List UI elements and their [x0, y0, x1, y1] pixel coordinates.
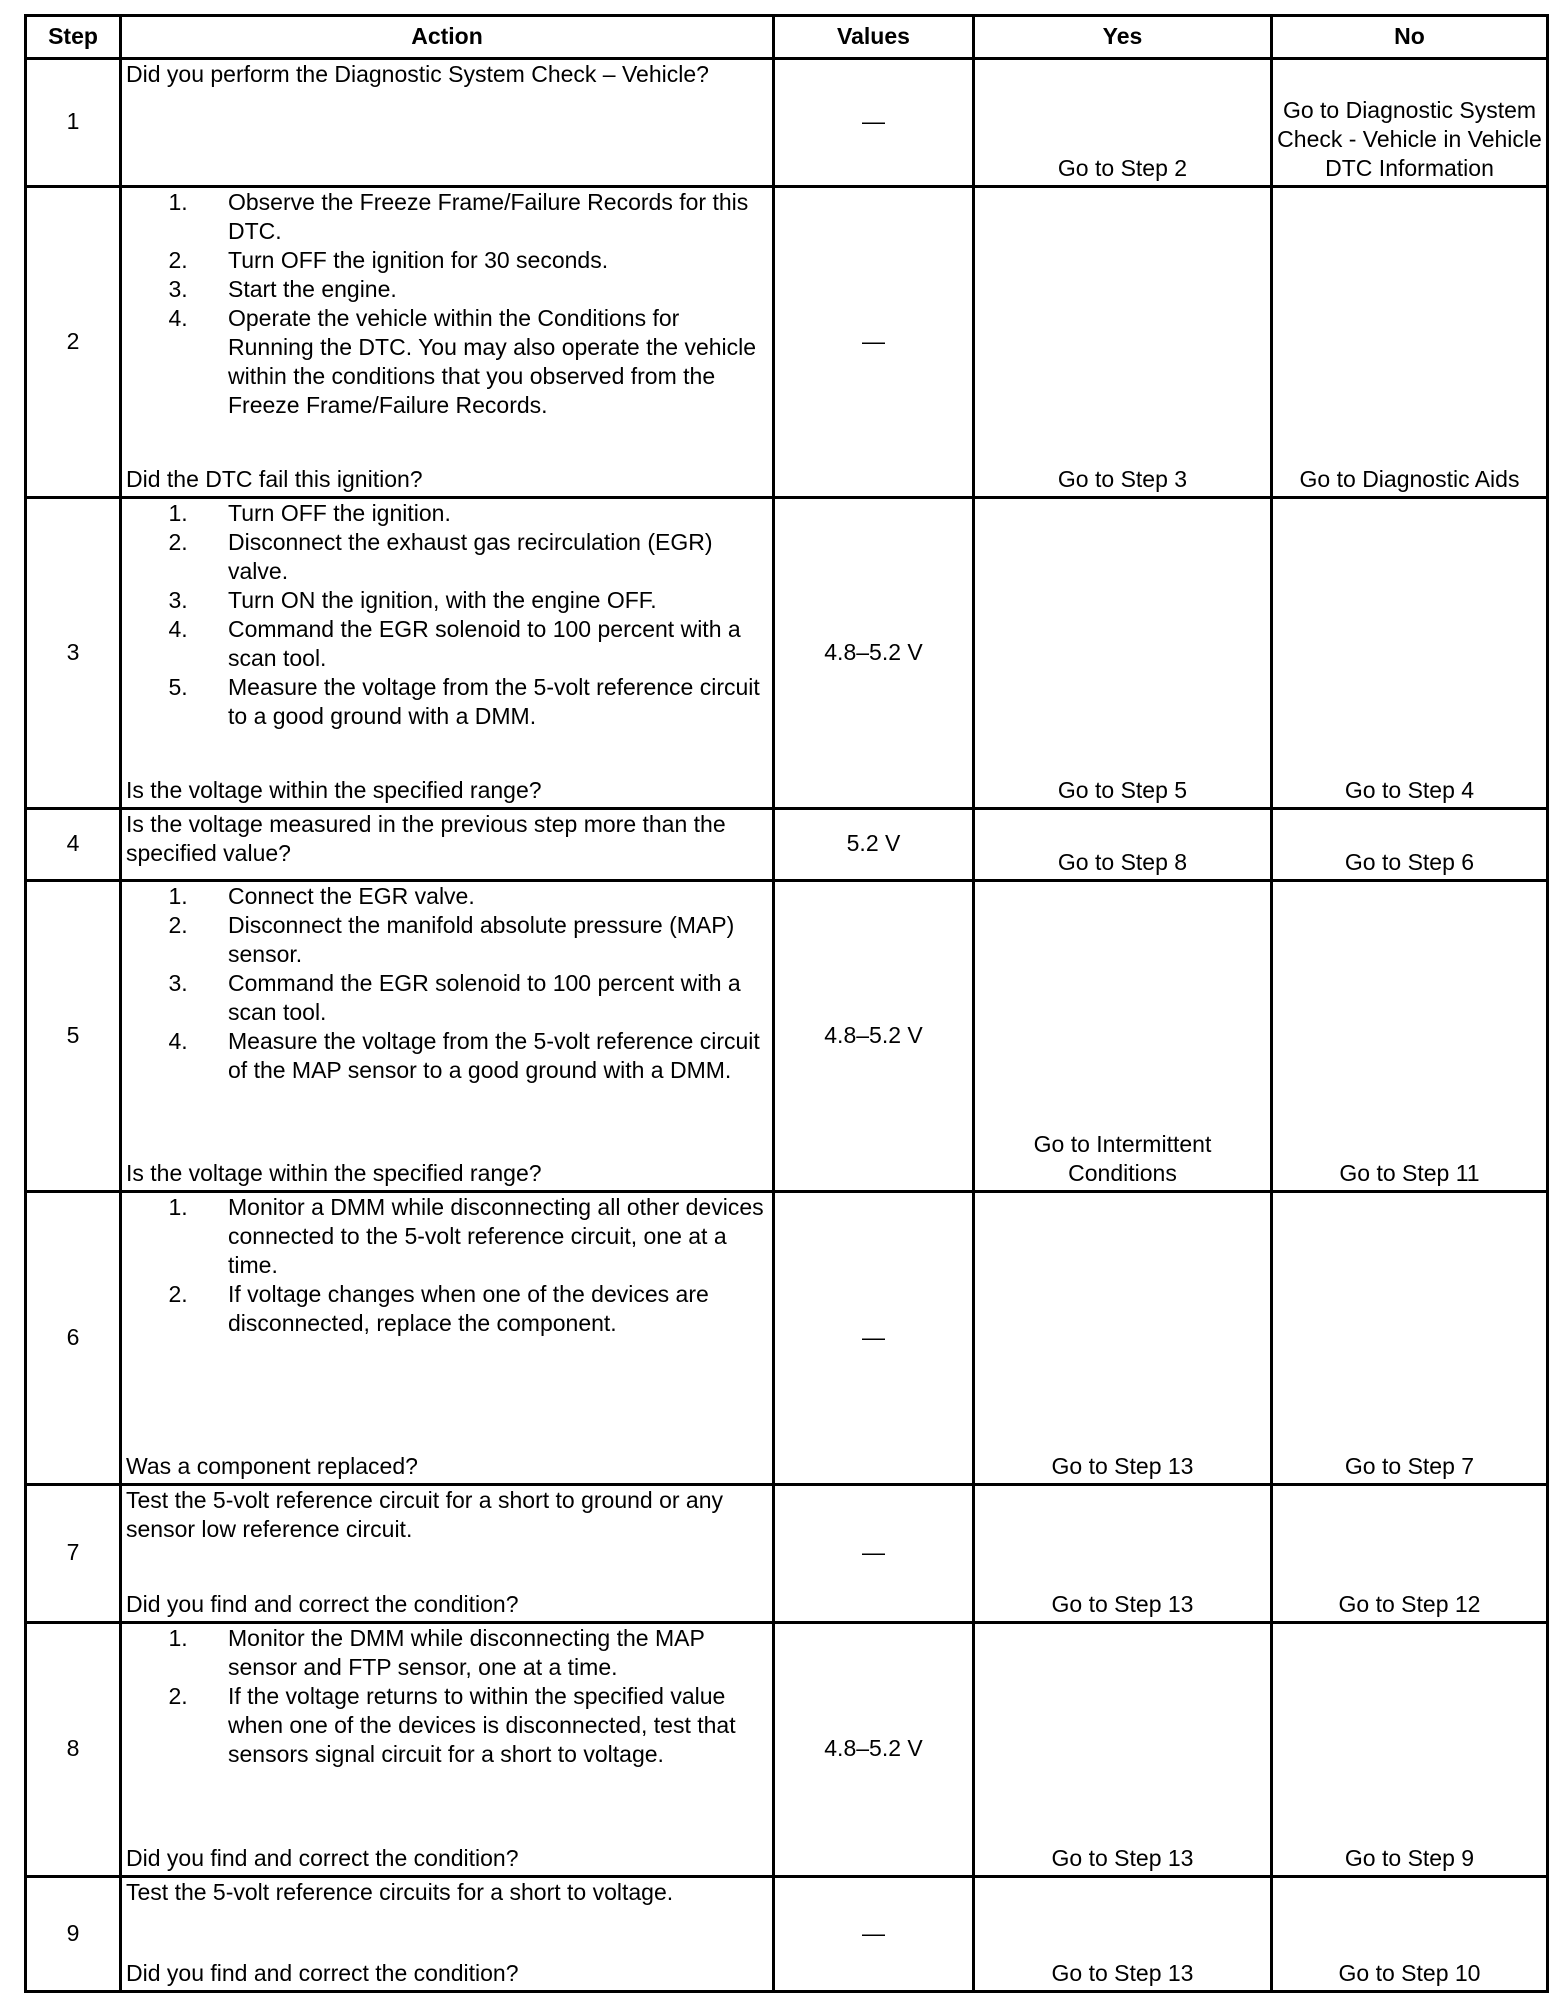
value-cell: 4.8–5.2 V: [774, 498, 974, 809]
value-cell: —: [774, 187, 974, 498]
action-steps: [126, 1193, 768, 1338]
action-question: Did you find and correct the condition?: [126, 1591, 519, 1617]
action-step: 4. Operate the vehicle within the Conditions for Running the DTC. You may also operate the vehicle within the conditions that you observed from the Freeze Frame/Failure Records.: [226, 304, 768, 420]
table-row: [26, 1485, 1548, 1623]
step-number: 3: [26, 498, 121, 809]
action-step: 4. Measure the voltage from the 5-volt reference circuit of the MAP sensor to a good ground with a DMM.: [226, 1027, 768, 1085]
action-question: Was a component replaced?: [126, 1453, 418, 1479]
header-no: No: [1272, 16, 1548, 59]
value-cell: —: [774, 1192, 974, 1485]
step-number: 9: [26, 1877, 121, 1992]
header-yes: Yes: [974, 16, 1272, 59]
step-number: 4: [26, 809, 121, 881]
action-step: 2. Disconnect the exhaust gas recirculation (EGR) valve.: [226, 528, 768, 586]
action-cell: [121, 1623, 774, 1877]
header-action: Action: [121, 16, 774, 59]
action-step: 1. Monitor the DMM while disconnecting the MAP sensor and FTP sensor, one at a time.: [226, 1624, 768, 1682]
yes-link[interactable]: Go to Step 5: [974, 498, 1272, 809]
yes-link[interactable]: Go to Step 8: [974, 809, 1272, 881]
action-cell: [121, 881, 774, 1192]
action-steps: [126, 499, 768, 731]
action-question: Is the voltage within the specified range?: [126, 1160, 542, 1186]
table-row: [26, 1877, 1548, 1992]
no-link[interactable]: Go to Step 9: [1272, 1623, 1548, 1877]
action-question: Is the voltage measured in the previous step more than the specified value?: [126, 811, 726, 866]
action-cell: [121, 1485, 774, 1623]
action-question: Did the DTC fail this ignition?: [126, 466, 423, 492]
action-question: Did you find and correct the condition?: [126, 1960, 519, 1986]
step-number: 8: [26, 1623, 121, 1877]
action-cell: [121, 498, 774, 809]
action-question: Is the voltage within the specified range?: [126, 777, 542, 803]
table-row: [26, 1192, 1548, 1485]
action-step: 4. Command the EGR solenoid to 100 percent with a scan tool.: [226, 615, 768, 673]
action-steps: [126, 1624, 768, 1769]
value-cell: 4.8–5.2 V: [774, 881, 974, 1192]
action-step: 3. Turn ON the ignition, with the engine OFF.: [226, 586, 768, 615]
action-intro: Test the 5-volt reference circuits for a short to voltage.: [126, 1879, 674, 1905]
action-step: 2. Turn OFF the ignition for 30 seconds.: [226, 246, 768, 275]
action-question: Did you find and correct the condition?: [126, 1845, 519, 1871]
action-step: 2. If the voltage returns to within the specified value when one of the devices is disconnected, test that sensors signal circuit for a short to voltage.: [226, 1682, 768, 1769]
yes-link[interactable]: Go to Intermittent Conditions: [974, 881, 1272, 1192]
step-number: 2: [26, 187, 121, 498]
value-cell: 4.8–5.2 V: [774, 1623, 974, 1877]
action-cell: [121, 1192, 774, 1485]
action-step: 2. If voltage changes when one of the devices are disconnected, replace the component.: [226, 1280, 768, 1338]
value-cell: —: [774, 1485, 974, 1623]
step-number: 1: [26, 59, 121, 187]
header-row: [26, 16, 1548, 59]
table-row: [26, 1623, 1548, 1877]
action-step: 5. Measure the voltage from the 5-volt reference circuit to a good ground with a DMM.: [226, 673, 768, 731]
step-number: 5: [26, 881, 121, 1192]
no-link[interactable]: Go to Step 7: [1272, 1192, 1548, 1485]
value-cell: 5.2 V: [774, 809, 974, 881]
table-row: [26, 881, 1548, 1192]
table-row: [26, 187, 1548, 498]
yes-link[interactable]: Go to Step 13: [974, 1485, 1272, 1623]
action-cell: [121, 59, 774, 187]
yes-link[interactable]: Go to Step 13: [974, 1877, 1272, 1992]
no-link[interactable]: Go to Diagnostic Aids: [1272, 187, 1548, 498]
yes-link[interactable]: Go to Step 3: [974, 187, 1272, 498]
action-intro: Test the 5-volt reference circuit for a short to ground or any sensor low reference circuit.: [126, 1487, 724, 1542]
step-number: 6: [26, 1192, 121, 1485]
action-cell: [121, 187, 774, 498]
yes-link[interactable]: Go to Step 2: [974, 59, 1272, 187]
no-link[interactable]: Go to Step 10: [1272, 1877, 1548, 1992]
header-step: Step: [26, 16, 121, 59]
action-step: 1. Monitor a DMM while disconnecting all other devices connected to the 5-volt reference circuit, one at a time.: [226, 1193, 768, 1280]
action-step: 1. Observe the Freeze Frame/Failure Records for this DTC.: [226, 188, 768, 246]
no-link[interactable]: Go to Step 6: [1272, 809, 1548, 881]
table-row: [26, 809, 1548, 881]
table-row: [26, 59, 1548, 187]
value-cell: —: [774, 1877, 974, 1992]
step-number: 7: [26, 1485, 121, 1623]
yes-link[interactable]: Go to Step 13: [974, 1623, 1272, 1877]
no-link[interactable]: Go to Diagnostic System Check - Vehicle in Vehicle DTC Information: [1272, 59, 1548, 187]
action-step: 2. Disconnect the manifold absolute pressure (MAP) sensor.: [226, 911, 768, 969]
no-link[interactable]: Go to Step 12: [1272, 1485, 1548, 1623]
action-step: 3. Start the engine.: [226, 275, 768, 304]
yes-link[interactable]: Go to Step 13: [974, 1192, 1272, 1485]
no-link[interactable]: Go to Step 4: [1272, 498, 1548, 809]
action-cell: [121, 809, 774, 881]
action-step: 1. Turn OFF the ignition.: [226, 499, 768, 528]
header-values: Values: [774, 16, 974, 59]
value-cell: —: [774, 59, 974, 187]
action-question: Did you perform the Diagnostic System Check – Vehicle?: [126, 61, 709, 87]
action-cell: [121, 1877, 774, 1992]
action-step: 1. Connect the EGR valve.: [226, 882, 768, 911]
table-row: [26, 498, 1548, 809]
no-link[interactable]: Go to Step 11: [1272, 881, 1548, 1192]
action-steps: [126, 188, 768, 420]
diagnostic-table: [24, 14, 1549, 1993]
action-steps: [126, 882, 768, 1085]
action-step: 3. Command the EGR solenoid to 100 percent with a scan tool.: [226, 969, 768, 1027]
